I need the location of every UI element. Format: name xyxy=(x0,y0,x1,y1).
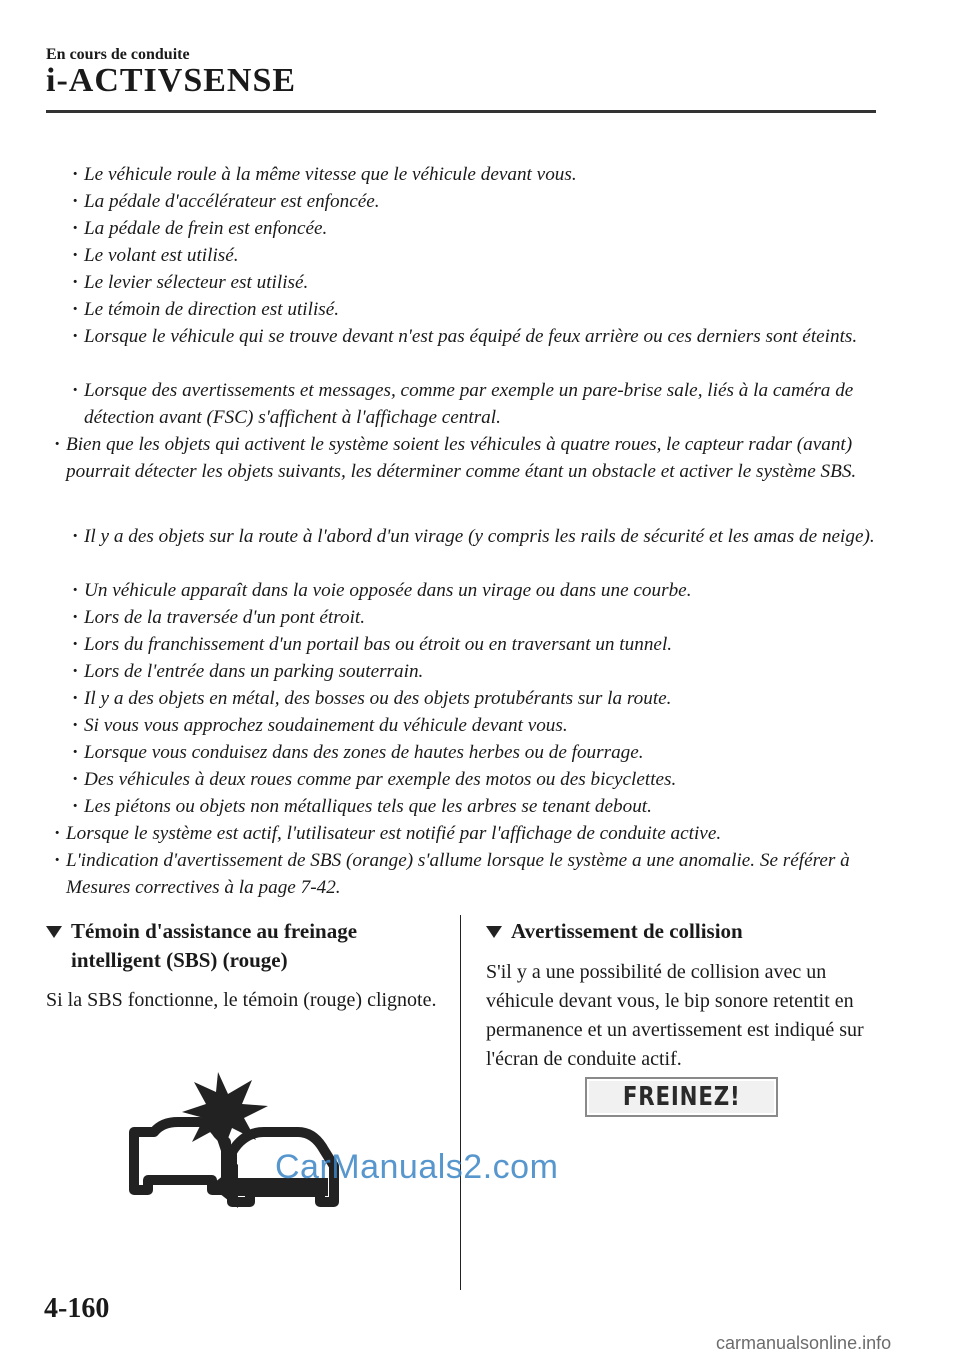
list-item: · Le levier sélecteur est utilisé. xyxy=(72,269,884,296)
list-item: · Il y a des objets sur la route à l'abord d'un virage (y compris les rails de sécurité et les amas de neige). xyxy=(72,523,884,550)
freinez-label: FREINEZ! xyxy=(622,1082,741,1112)
freinez-display xyxy=(585,1077,778,1117)
list-item: · Lorsque le véhicule qui se trouve devant n'est pas équipé de feux arrière ou ces derniers sont éteints. xyxy=(72,323,884,350)
list-item: · Lors du franchissement d'un portail bas ou étroit ou en traversant un tunnel. xyxy=(72,631,884,658)
list-item: · Le témoin de direction est utilisé. xyxy=(72,296,884,323)
list-item: · Lors de la traversée d'un pont étroit. xyxy=(72,604,884,631)
sbs-warning-icon xyxy=(128,1062,358,1212)
list-item: · Le véhicule roule à la même vitesse que le véhicule devant vous. xyxy=(72,161,884,188)
list-item: · Si vous vous approchez soudainement du véhicule devant vous. xyxy=(72,712,884,739)
list-item: · Lorsque des avertissements et messages, comme par exemple un pare-brise sale, liés à la caméra de détection avant (FSC) s'affichent à l'affichage central. xyxy=(72,377,884,431)
list-item: · Il y a des objets en métal, des bosses ou des objets protubérants sur la route. xyxy=(72,685,884,712)
footer-mark: carmanualsonline.info xyxy=(716,1333,892,1353)
list-item: · Des véhicules à deux roues comme par exemple des motos ou des bicyclettes. xyxy=(72,766,884,793)
section-kicker: En cours de conduite xyxy=(46,46,190,63)
page-number: 4-160 xyxy=(44,1293,110,1324)
list-item: · La pédale d'accélérateur est enfoncée. xyxy=(72,188,884,215)
list-item: · Le volant est utilisé. xyxy=(72,242,884,269)
title-rule xyxy=(46,110,876,113)
collision-warning-heading-text: Avertissement de collision xyxy=(511,919,743,943)
collision-warning-body: S'il y a une possibilité de collision avec un véhicule devant vous, le bip sonore retentit en permanence et un avertissement est indiqué sur l'écran de conduite actif. xyxy=(486,961,864,1070)
sbs-indicator-body: Si la SBS fonctionne, le témoin (rouge) clignote. xyxy=(46,989,437,1011)
watermark: CarManuals2.com xyxy=(275,1148,559,1186)
collision-warning-heading xyxy=(486,917,906,946)
sbs-indicator-heading-text: Témoin d'assistance au freinage intelligent (SBS) (rouge) xyxy=(71,919,358,972)
list-item: · Les piétons ou objets non métalliques tels que les arbres se tenant debout. xyxy=(72,793,884,820)
list-item: · Bien que les objets qui activent le système soient les véhicules à quatre roues, le capteur radar (avant) pourrait détecter les objets suivants, les déterminer comme étant un obstacle et activer le système SBS. xyxy=(54,431,886,485)
column-divider xyxy=(460,915,461,1290)
triangle-down-icon xyxy=(486,926,502,938)
list-item: · Lorsque le système est actif, l'utilisateur est notifié par l'affichage de conduite active. xyxy=(54,820,886,847)
list-item: · La pédale de frein est enfoncée. xyxy=(72,215,884,242)
list-item: · L'indication d'avertissement de SBS (orange) s'allume lorsque le système a une anomalie. Se référer à Mesures correctives à la page 7-42. xyxy=(54,847,886,901)
list-item: · Lorsque vous conduisez dans des zones de hautes herbes ou de fourrage. xyxy=(72,739,884,766)
list-item: · Un véhicule apparaît dans la voie opposée dans un virage ou dans une courbe. xyxy=(72,577,884,604)
list-item: · Lors de l'entrée dans un parking souterrain. xyxy=(72,658,884,685)
sbs-indicator-heading xyxy=(46,917,446,975)
triangle-down-icon xyxy=(46,926,62,938)
section-title: i-ACTIVSENSE xyxy=(46,62,297,99)
